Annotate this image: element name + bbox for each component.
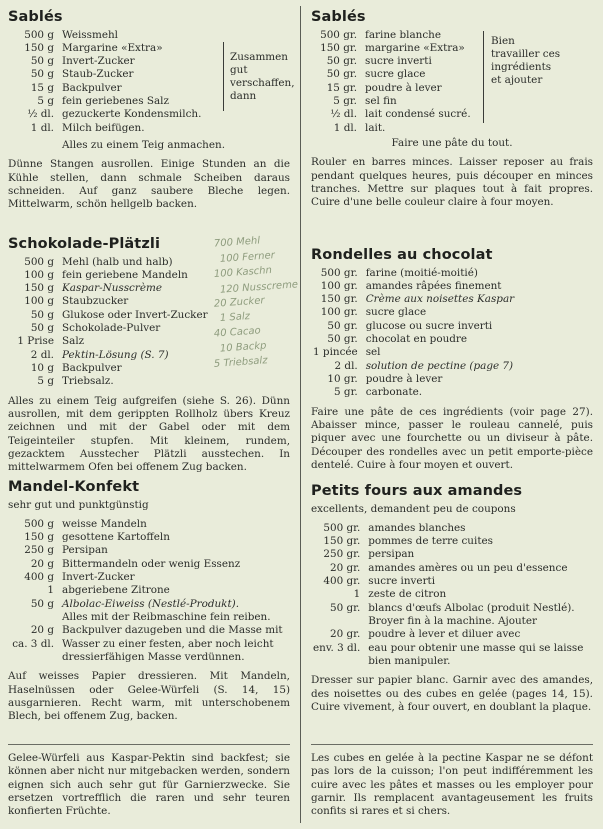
ingredient-amount: 50 gr. xyxy=(327,333,358,346)
ingredient-name: Crème aux noisettes Kaspar xyxy=(365,293,515,306)
section-title: Mandel-Konfekt xyxy=(8,479,140,495)
ingredient-name: weisse Mandeln xyxy=(62,517,147,530)
ingredient-name: Pektin-Lösung (S. 7) xyxy=(62,348,169,361)
ingredient-row xyxy=(313,55,477,68)
ingredient-amount: 150 gr. xyxy=(320,293,358,306)
ingredient-name: Wasser zu einer festen, aber noch leicht dressierfähigen Masse verdünnen. xyxy=(62,637,274,663)
ingredient-amount: 1 dl. xyxy=(30,121,54,134)
schoko-section xyxy=(8,235,299,475)
ingredient-name: blancs d'œufs Albolac (produit Nestlé). Broyer fin à la machine. Ajouter xyxy=(368,601,575,628)
ingredient-name: abgeriebene Zitrone xyxy=(62,584,170,597)
handwritten-note: 100 Kaschn xyxy=(213,264,273,281)
ingredient-row xyxy=(10,375,262,388)
ingredient-amount: 20 gr. xyxy=(329,628,361,641)
method-text: Rouler en barres minces. Laisser reposer au frais pendant quelques heures, puis découper en minces tranches. Mettre sur plaques tout à fait propres. Cuire d'une belle couleur claire à four moyen. xyxy=(311,156,593,209)
footnote xyxy=(311,752,593,819)
method-text: Auf weisses Papier dressieren. Mit Mandeln, Haselnüssen oder Gelee-Würfeli (S. 14, 15) ausgarnieren. Recht warm, mit unterschobenem Blech, bei offenem Zug, backen. xyxy=(8,670,290,723)
ingredient-row xyxy=(313,346,586,359)
ingredient-row xyxy=(313,386,586,399)
mandel-section xyxy=(8,478,290,724)
ingredient-name: farine blanche xyxy=(365,28,441,41)
ingredient-name: Mehl (halb und halb) xyxy=(62,255,173,268)
brace-note: Zusammen gut verschaffen, dann xyxy=(230,50,295,103)
ingredient-row xyxy=(313,68,477,81)
section-title: Rondelles au chocolat xyxy=(311,247,493,263)
ingredient-row xyxy=(10,55,220,68)
ingredient-table xyxy=(313,29,477,136)
ingredient-amount: 5 gr. xyxy=(333,95,357,108)
ingredient-row xyxy=(10,42,220,55)
handwritten-note: 5 Triebsalz xyxy=(213,355,268,370)
ingredient-amount: 500 g xyxy=(24,255,54,268)
ingredient-row xyxy=(10,544,286,557)
footnote-text: Les cubes en gelée à la pectine Kaspar ne se défont pas lors de la cuisson; l'on peut indifféremment les cuire avec les pâtes et masses ou les employer pour garnir. Ils remplacent avantageusement les fruits confits si rares et si chers. xyxy=(311,752,593,818)
ingredient-amount: 20 g xyxy=(30,624,54,637)
ingredient-name: lait condensé sucré. xyxy=(365,108,471,121)
handwritten-note: 20 Zucker xyxy=(213,295,265,310)
ingredient-row xyxy=(313,267,586,280)
ingredient-name: lait. xyxy=(365,121,386,134)
ingredient-row xyxy=(10,598,286,611)
ingredient-row xyxy=(10,638,286,665)
ingredient-name: Invert-Zucker xyxy=(62,571,135,584)
ingredient-name: Invert-Zucker xyxy=(62,55,135,68)
instruction-line: Faire une pâte du tout. xyxy=(391,137,513,150)
ingredient-row xyxy=(10,571,286,584)
ingredient-row xyxy=(313,306,586,319)
ingredient-amount: 5 g xyxy=(37,375,54,388)
ingredient-name: carbonate. xyxy=(365,386,423,399)
ingredient-amount: 50 g xyxy=(30,322,54,335)
column-divider xyxy=(300,6,301,823)
ingredient-row xyxy=(10,95,220,108)
ingredient-amount: 15 gr. xyxy=(326,81,357,94)
ingredient-row xyxy=(313,602,586,629)
ingredient-row xyxy=(10,611,286,624)
ingredient-name: solution de pectine (page 7) xyxy=(365,359,514,372)
ingredient-amount: 50 gr. xyxy=(329,601,361,614)
footnote-text: Gelee-Würfeli aus Kaspar-Pektin sind backfest; sie können aber nicht nur mitgebacken werden, sondern eignen sich auch sehr gut für Garnierzwecke. Sie ersetzen vortrefflich die raren und sehr teuren konfierten Früchte. xyxy=(8,752,290,818)
ingredient-name: Schokolade-Pulver xyxy=(62,322,161,335)
ingredient-amount xyxy=(10,611,62,624)
ingredient-name: Triebsalz. xyxy=(62,375,114,388)
ingredient-row xyxy=(10,518,286,531)
ingredient-row xyxy=(313,522,586,535)
instruction-line: Alles zu einem Teig anmachen. xyxy=(62,139,226,152)
ingredient-row xyxy=(313,642,586,669)
ingredient-row xyxy=(313,108,477,121)
ingredient-name: Weissmehl xyxy=(62,28,118,41)
ingredient-amount: 400 gr. xyxy=(323,575,361,588)
method-text: Dresser sur papier blanc. Garnir avec des amandes, des noisettes ou des cubes en gelée (pages 14, 15). Cuire vivement, à four ouvert, en doublant la plaque. xyxy=(311,674,593,713)
ingredient-amount: ½ dl. xyxy=(330,108,357,121)
ingredient-amount: 150 gr. xyxy=(323,535,361,548)
ingredient-amount: env. 3 dl. xyxy=(313,641,361,654)
ingredient-name: Persipan xyxy=(62,544,108,557)
sables-fr-section xyxy=(311,8,593,210)
ingredient-row xyxy=(10,531,286,544)
footnote-rule xyxy=(8,744,290,745)
ingredient-amount: 20 g xyxy=(30,557,54,570)
ingredient-row xyxy=(313,293,586,306)
section-subtitle: sehr gut und punktgünstig xyxy=(8,498,149,511)
ingredient-amount: 1 xyxy=(47,584,54,597)
ingredient-table xyxy=(313,267,586,400)
ingredient-amount: 50 g xyxy=(30,308,54,321)
ingredient-name: sucre inverti xyxy=(365,55,432,68)
ingredient-name: sucre glace xyxy=(365,306,427,319)
ingredient-amount: ½ dl. xyxy=(27,108,54,121)
ingredient-amount: 500 gr. xyxy=(323,521,361,534)
ingredient-name: Backpulver dazugeben und die Masse mit xyxy=(62,624,283,637)
brace-line xyxy=(483,31,484,123)
ingredient-amount: 100 gr. xyxy=(320,306,358,319)
ingredient-row xyxy=(10,558,286,571)
brace-line xyxy=(223,42,224,111)
handwritten-note: 40 Cacao xyxy=(213,325,262,340)
ingredient-row xyxy=(313,29,477,42)
ingredient-name: gesottene Kartoffeln xyxy=(62,531,170,544)
ingredient-name: farine (moitié-moitié) xyxy=(365,266,478,279)
ingredient-amount: 50 gr. xyxy=(326,55,357,68)
ingredient-amount: 500 g xyxy=(24,28,54,41)
ingredient-amount: 1 pincée xyxy=(313,346,358,359)
ingredient-amount: 100 g xyxy=(24,268,54,281)
section-title: Sablés xyxy=(311,9,366,25)
ingredient-name: margarine «Extra» xyxy=(365,41,465,54)
ingredient-name: Milch beifügen. xyxy=(62,121,145,134)
ingredient-amount: 150 g xyxy=(24,282,54,295)
ingredient-name: sucre inverti xyxy=(368,575,436,588)
handwritten-note: 1 Salz xyxy=(219,310,251,325)
ingredient-amount: 10 g xyxy=(30,362,54,375)
ingredient-row xyxy=(313,42,477,55)
ingredient-name: zeste de citron xyxy=(368,588,447,601)
ingredient-row xyxy=(313,548,586,561)
ingredient-amount: 500 gr. xyxy=(320,266,358,279)
ingredient-name: sucre glace xyxy=(365,68,426,81)
handwritten-note: 10 Backp xyxy=(219,340,267,355)
section-title: Schokolade-Plätzli xyxy=(8,236,161,252)
ingredient-amount: 2 dl. xyxy=(30,348,54,361)
ingredient-name: Alles mit der Reibmaschine fein reiben. xyxy=(62,611,271,624)
ingredient-name: amandes râpées finement xyxy=(365,279,502,292)
ingredient-row xyxy=(10,122,220,135)
ingredient-row xyxy=(313,320,586,333)
ingredient-row xyxy=(10,68,220,81)
ingredient-row xyxy=(10,624,286,637)
ingredient-name: poudre à lever xyxy=(365,373,443,386)
ingredient-name: poudre à lever xyxy=(365,81,442,94)
ingredient-name: pommes de terre cuites xyxy=(368,535,493,548)
ingredient-row xyxy=(313,588,586,601)
ingredient-name: chocolat en poudre xyxy=(365,333,468,346)
handwritten-note: 100 Ferner xyxy=(219,250,276,265)
ingredient-amount: 1 Prise xyxy=(17,335,54,348)
ingredient-row xyxy=(313,82,477,95)
sables-de-section xyxy=(8,8,295,212)
ingredient-name: eau pour obtenir une masse qui se laisse bien manipuler. xyxy=(368,641,584,667)
ingredient-name: sel xyxy=(365,346,381,359)
section-title: Petits fours aux amandes xyxy=(311,483,523,499)
ingredient-amount: 400 g xyxy=(24,571,54,584)
ingredient-table xyxy=(313,522,586,668)
ingredient-amount: 150 g xyxy=(24,41,54,54)
ingredient-row xyxy=(10,108,220,121)
ingredient-row xyxy=(313,373,586,386)
ingredient-amount: 250 gr. xyxy=(323,548,361,561)
brace-note: Bien travailler ces ingrédients et ajouter xyxy=(491,34,561,87)
ingredient-row xyxy=(313,360,586,373)
ingredient-name: gezuckerte Kondensmilch. xyxy=(62,108,202,121)
petits-fours-section xyxy=(311,482,593,714)
ingredient-name: Glukose oder Invert-Zucker xyxy=(62,308,208,321)
rondelles-section xyxy=(311,246,593,472)
ingredient-amount: 50 g xyxy=(30,597,54,610)
ingredient-name: amandes amères ou un peu d'essence xyxy=(368,561,568,574)
ingredient-amount: 50 gr. xyxy=(326,68,357,81)
ingredient-row xyxy=(313,575,586,588)
ingredient-amount: 100 gr. xyxy=(320,279,358,292)
ingredient-amount: 15 g xyxy=(30,81,54,94)
ingredient-name: Margarine «Extra» xyxy=(62,41,163,54)
handwritten-note: 120 Nusscreme xyxy=(219,279,299,296)
ingredient-name: Kaspar-Nusscrème xyxy=(62,282,162,295)
ingredient-table xyxy=(10,29,220,136)
ingredient-name: amandes blanches xyxy=(368,521,466,534)
ingredient-name: glucose ou sucre inverti xyxy=(365,319,493,332)
ingredient-name: persipan xyxy=(368,548,415,561)
ingredient-amount: 50 g xyxy=(30,68,54,81)
ingredient-name: fein geriebenes Salz xyxy=(62,95,169,108)
ingredient-amount: 10 gr. xyxy=(327,373,358,386)
ingredient-amount: 50 g xyxy=(30,55,54,68)
ingredient-name: sel fin xyxy=(365,95,397,108)
ingredient-table xyxy=(10,518,286,664)
method-text: Dünne Stangen ausrollen. Einige Stunden an die Kühle stellen, dann schmale Scheiben daraus schneiden. Auf ganz saubere Bleche legen. Mittelwarm, schön hellgelb backen. xyxy=(8,158,290,211)
ingredient-row xyxy=(10,584,286,597)
ingredient-name: Albolac-Eiweiss (Nestlé-Produkt). xyxy=(62,597,239,610)
footnote-rule xyxy=(311,744,593,745)
ingredient-amount: 250 g xyxy=(24,544,54,557)
ingredient-row xyxy=(10,29,220,42)
footnote xyxy=(8,752,290,819)
ingredient-amount: 150 g xyxy=(24,531,54,544)
ingredient-row xyxy=(313,95,477,108)
method-text: Alles zu einem Teig aufgreifen (siehe S. 26). Dünn ausrollen, mit dem gerippten Rollholz übers Kreuz zeichnen und mit der Gabel oder mit dem Teigeinteiler stupfen. Mit kleinem, rundem, gezacktem Ausstecher Plätzli ausstechen. In mittelwarmem Ofen bei offenem Zug backen. xyxy=(8,394,290,474)
ingredient-amount: 5 g xyxy=(37,95,54,108)
ingredient-name: fein geriebene Mandeln xyxy=(62,268,188,281)
ingredient-row xyxy=(313,535,586,548)
ingredient-amount: 20 gr. xyxy=(329,561,361,574)
ingredient-row xyxy=(313,562,586,575)
section-title: Sablés xyxy=(8,9,63,25)
ingredient-amount: 2 dl. xyxy=(334,359,358,372)
ingredient-row xyxy=(313,280,586,293)
ingredient-name: Backpulver xyxy=(62,81,122,94)
ingredient-name: Backpulver xyxy=(62,362,122,375)
ingredient-amount: ca. 3 dl. xyxy=(12,637,54,650)
ingredient-name: Salz xyxy=(62,335,85,348)
ingredient-name: Bittermandeln oder wenig Essenz xyxy=(62,557,241,570)
section-subtitle: excellents, demandent peu de coupons xyxy=(311,502,516,515)
ingredient-amount: 1 dl. xyxy=(333,121,357,134)
ingredient-name: Staubzucker xyxy=(62,295,129,308)
ingredient-name: Staub-Zucker xyxy=(62,68,134,81)
method-text: Faire une pâte de ces ingrédients (voir page 27). Abaisser mince, passer le rouleau cannelé, puis piquer avec une fourchette ou un diviseur à pâte. Découper des rondelles avec un petit emporte-pièce dentelé. Cuire à four moyen et ouvert. xyxy=(311,405,593,471)
ingredient-row xyxy=(313,628,586,641)
ingredient-row xyxy=(313,333,586,346)
ingredient-amount: 5 gr. xyxy=(334,386,358,399)
ingredient-amount: 50 gr. xyxy=(327,319,358,332)
handwritten-note: 700 Mehl xyxy=(213,235,261,250)
ingredient-amount: 150 gr. xyxy=(320,41,357,54)
ingredient-row xyxy=(313,122,477,135)
ingredient-amount: 500 g xyxy=(24,517,54,530)
ingredient-amount: 100 g xyxy=(24,295,54,308)
ingredient-row xyxy=(10,82,220,95)
ingredient-amount: 1 xyxy=(353,588,361,601)
ingredient-name: poudre à lever et diluer avec xyxy=(368,628,521,641)
ingredient-amount: 500 gr. xyxy=(320,28,357,41)
